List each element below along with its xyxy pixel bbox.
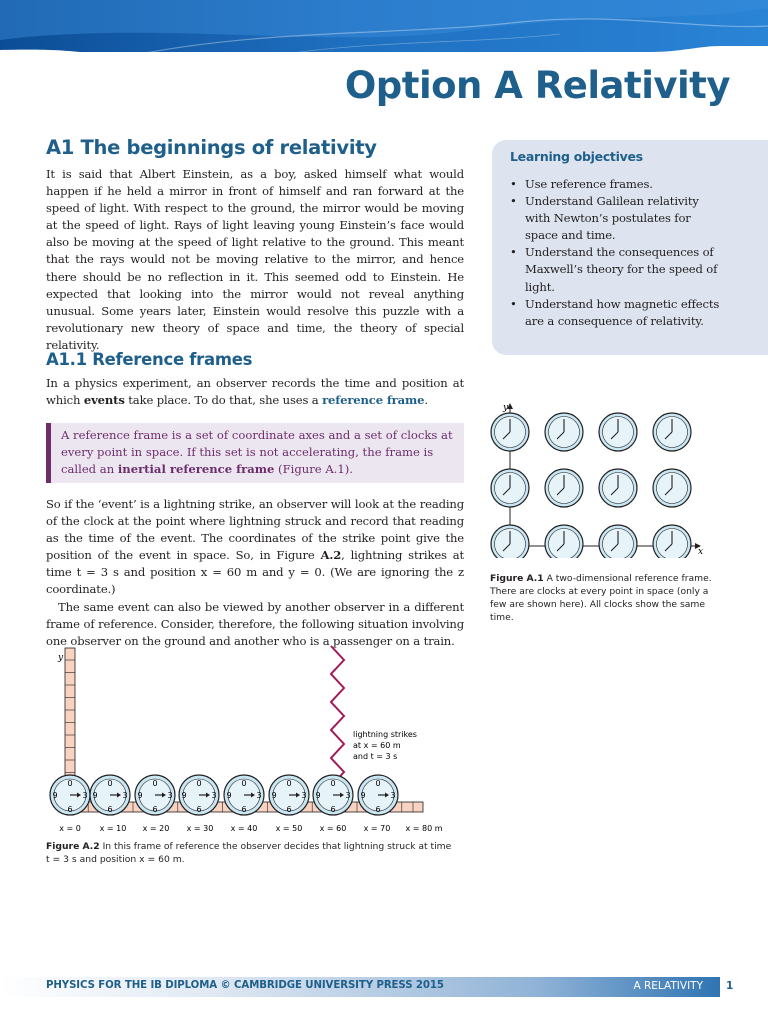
definition-box [46,423,464,483]
clock-number: 3 [167,791,173,800]
text-run: The same event can also be viewed by another observer in a different frame of reference. Consider, therefore, the following situation involving one observer on the ground and another who is a passenger on a train. [46,599,464,648]
reference-frame-paragraph [46,375,464,409]
clock-icon [653,525,691,558]
clock-icon [179,775,219,815]
clock-icon [599,413,637,451]
clock-icon [545,525,583,558]
clock-number: 6 [152,805,158,814]
clock-number: 0 [107,779,113,788]
term-reference-frame: reference frame [322,393,425,408]
clock-number: 3 [82,791,88,800]
clock-number: 6 [241,805,247,814]
y-axis-label: y [503,403,509,413]
clock-number: 3 [122,791,128,800]
lightning-paragraph [46,496,464,650]
page-number-tab [716,977,768,997]
clock-number: 0 [286,779,292,788]
x-position-label: x = 80 m [405,824,443,833]
clock-icon [545,469,583,507]
caption-label: Figure A.1 [490,573,544,584]
text-run: In a physics experiment, an observer records the time and position at which [46,376,464,408]
x-position-label: x = 70 [363,824,391,833]
lightning-label-line: at x = 60 m [353,741,401,750]
clock-number: 6 [330,805,336,814]
y-axis-label: y [58,653,64,663]
clock-icon [224,775,264,815]
lightning-label-line: and t = 3 s [353,752,398,761]
figure-a1 [486,398,716,558]
clock-number: 0 [330,779,336,788]
clock-number: 9 [226,791,232,800]
clock-number: 9 [271,791,277,800]
lightning-label-line: lightning strikes [353,730,417,739]
term-inertial-reference-frame: inertial reference frame [117,462,275,477]
clock-number: 3 [390,791,396,800]
clock-grid [491,413,691,558]
clock-number: 3 [345,791,351,800]
clock-number: 9 [52,791,58,800]
x-position-label: x = 0 [59,824,81,833]
caption-label: Figure A.2 [46,841,100,852]
list-item: • Understand the consequences of Maxwell’s theory for the speed of light. [510,244,720,295]
clock-number: 6 [67,805,73,814]
definition-text: (Figure A.1). [274,462,353,477]
x-position-label: x = 30 [186,824,214,833]
figure-a2 [40,640,450,836]
clock-number: 9 [360,791,366,800]
text-run: . [424,393,428,408]
clock-number: 0 [241,779,247,788]
page-number: 1 [726,980,734,992]
clock-icon [269,775,309,815]
term-events: events [83,393,125,408]
clock-number: 6 [107,805,113,814]
figure-a2-caption [46,840,456,866]
text-run: t = 3 s and position x = 60 m and y = 0. [76,565,326,580]
caption-text: A two-dimensional reference frame. There are clocks at every point in space (only a few are shown here). All clocks show the same time. [490,573,712,623]
x-position-label: x = 50 [275,824,303,833]
footer-chapter: A RELATIVITY [633,980,703,992]
clock-icon [313,775,353,815]
x-position-label: x = 40 [230,824,258,833]
text-run: (We are ignoring the z coordinate.) [46,565,464,597]
clock-number: 0 [196,779,202,788]
footer-copyright: PHYSICS FOR THE IB DIPLOMA © CAMBRIDGE UNIVERSITY PRESS 2015 [46,980,444,991]
clock-number: 6 [286,805,292,814]
text-run: So if the ‘event’ is a lightning strike, an observer will look at the reading of the clock at the point where lightning struck and record that reading as the time of the event. The coordinates of the strike point give the position of the event in space. So, in Figure [46,497,464,563]
clock-icon [599,469,637,507]
list-item: • Use reference frames. [510,176,720,193]
clock-icon [491,469,529,507]
list-item: • Understand Galilean relativity with Newton’s postulates for space and time. [510,193,720,244]
clock-icon [653,413,691,451]
figure-a1-caption [490,572,712,624]
clock-number: 3 [301,791,307,800]
definition-text: A reference frame is a set of coordinate axes and a set of clocks at every point in space. If this set is not accelerating, the frame is called an [61,428,453,477]
clock-icon [491,413,529,451]
section-heading: A1 The beginnings of relativity [46,136,377,159]
x-position-label: x = 10 [99,824,127,833]
caption-text: In this frame of reference the observer decides that lightning struck at time t = 3 s and position x = 60 m. [46,841,452,865]
intro-paragraph: It is said that Albert Einstein, as a boy, asked himself what would happen if he held a mirror in front of himself and ran forward at the speed of light. With respect to the ground, the mirror would be moving at the speed of light. Rays of light leaving young Einstein’s face would also be moving at the speed of light relative to the ground. This meant that the rays would not be moving relative to the mirror, and hence there should be no reflection in it. This seemed odd to Einstein. He expected that looking into the mirror would not reveal anything unusual. Some years later, Einstein would resolve this puzzle with a revolutionary new theory of space and time, the theory of special relativity. [46,167,464,352]
clock-icon [135,775,175,815]
x-axis-label: x [698,547,704,557]
clock-number: 9 [137,791,143,800]
clock-icon [653,469,691,507]
x-position-label: x = 60 [319,824,347,833]
text-run: take place. To do that, she uses a [124,393,323,408]
subsection-heading: A1.1 Reference frames [46,350,253,369]
clock-number: 0 [375,779,381,788]
clock-number: 9 [315,791,321,800]
clock-number: 0 [152,779,158,788]
learning-objectives-title: Learning objectives [510,149,643,164]
figure-ref: A.2 [320,548,342,563]
clock-number: 0 [67,779,73,788]
x-position-label: x = 20 [142,824,170,833]
text-run: , lightning strikes at time [46,548,465,580]
clock-number: 3 [211,791,217,800]
clock-number: 6 [196,805,202,814]
clock-icon [90,775,130,815]
x-position-labels [59,824,443,833]
list-item: • Understand how magnetic effects are a consequence of relativity. [510,296,720,330]
clock-number: 3 [256,791,262,800]
clock-icon [545,413,583,451]
clock-icon [50,775,90,815]
clock-icon [491,525,529,558]
header-banner [0,0,768,58]
option-title: Option A Relativity [344,64,730,107]
clock-number: 6 [375,805,381,814]
learning-objectives-list [510,176,720,330]
clock-icon [358,775,398,815]
clock-number: 9 [181,791,187,800]
clock-number: 9 [92,791,98,800]
clock-icon [599,525,637,558]
